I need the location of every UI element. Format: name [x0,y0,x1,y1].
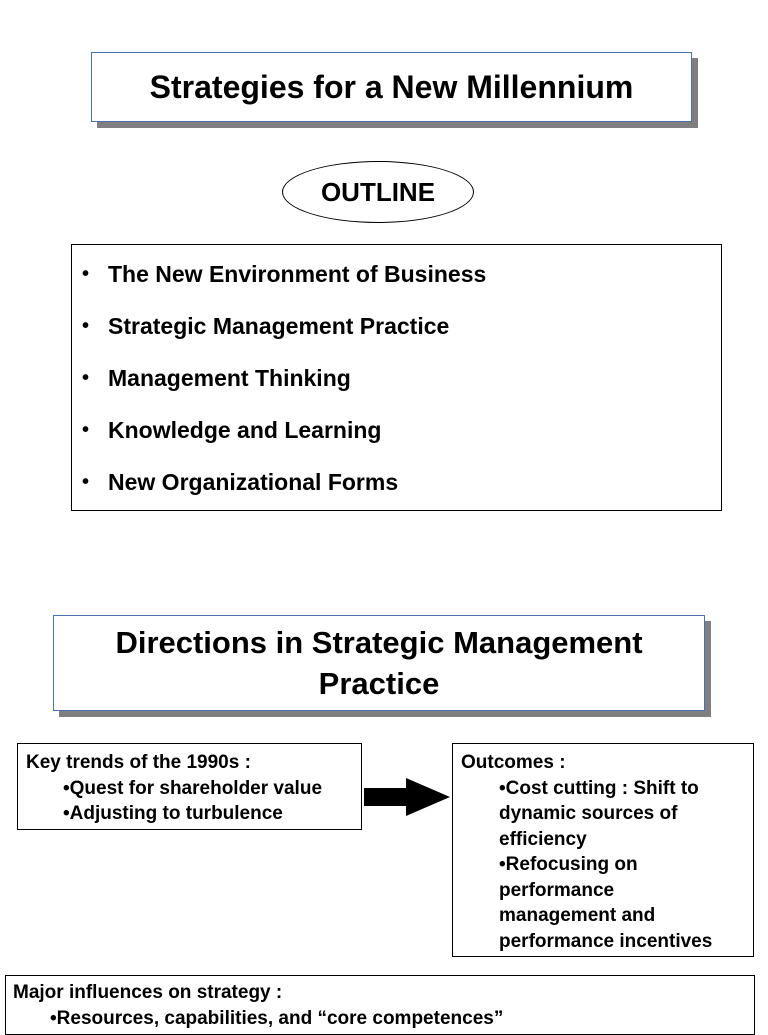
outline-box [71,244,722,511]
outcomes-box [452,743,754,957]
bullet-icon: • [82,471,90,493]
title-line: Directions in Strategic Management [115,625,643,660]
outline-item-text: The New Environment of Business [108,261,487,287]
outline-item-text: New Organizational Forms [108,469,399,495]
outcome-line: performance incentives [499,930,713,952]
key-trends-box [17,743,362,830]
trend-item: •Quest for shareholder value [63,777,323,799]
panel-heading: Major influences on strategy : [13,982,283,1003]
title-line: Practice [318,666,440,701]
outcome-line: dynamic sources of [499,803,678,824]
outline-item-text: Management Thinking [108,365,351,391]
outcome-line: management and [499,905,656,926]
outcome-line: •Refocusing on [499,854,638,875]
outline-label-text: OUTLINE [320,176,436,207]
outline-item [72,361,721,413]
slide-title-directions [53,615,705,711]
outline-item-text: Strategic Management Practice [108,313,450,339]
outcome-line: •Cost cutting : Shift to [499,777,699,799]
outline-item [72,309,721,361]
outline-item-text: Knowledge and Learning [108,417,382,443]
bullet-icon: • [82,419,90,441]
influence-item: •Resources, capabilities, and “core competences” [50,1007,504,1029]
outline-list [72,245,721,517]
outline-item [72,465,721,517]
outcome-line: performance [499,879,615,901]
trend-item: •Adjusting to turbulence [63,803,283,824]
slide-title-strategies [91,52,692,122]
outline-item [72,413,721,465]
major-influences-box [5,975,755,1035]
slide-title-text [115,622,642,704]
panel-heading: Key trends of the 1990s : [26,752,251,773]
panel-heading: Outcomes : [461,752,566,773]
bullet-icon: • [82,315,90,337]
bullet-icon: • [82,263,90,285]
bullet-icon: • [82,367,90,389]
outline-item [72,257,721,309]
right-arrow-icon [364,778,450,816]
slide-title-text: Strategies for a New Millennium [149,68,634,105]
outcome-line: efficiency [499,828,587,850]
outline-label [282,161,474,223]
